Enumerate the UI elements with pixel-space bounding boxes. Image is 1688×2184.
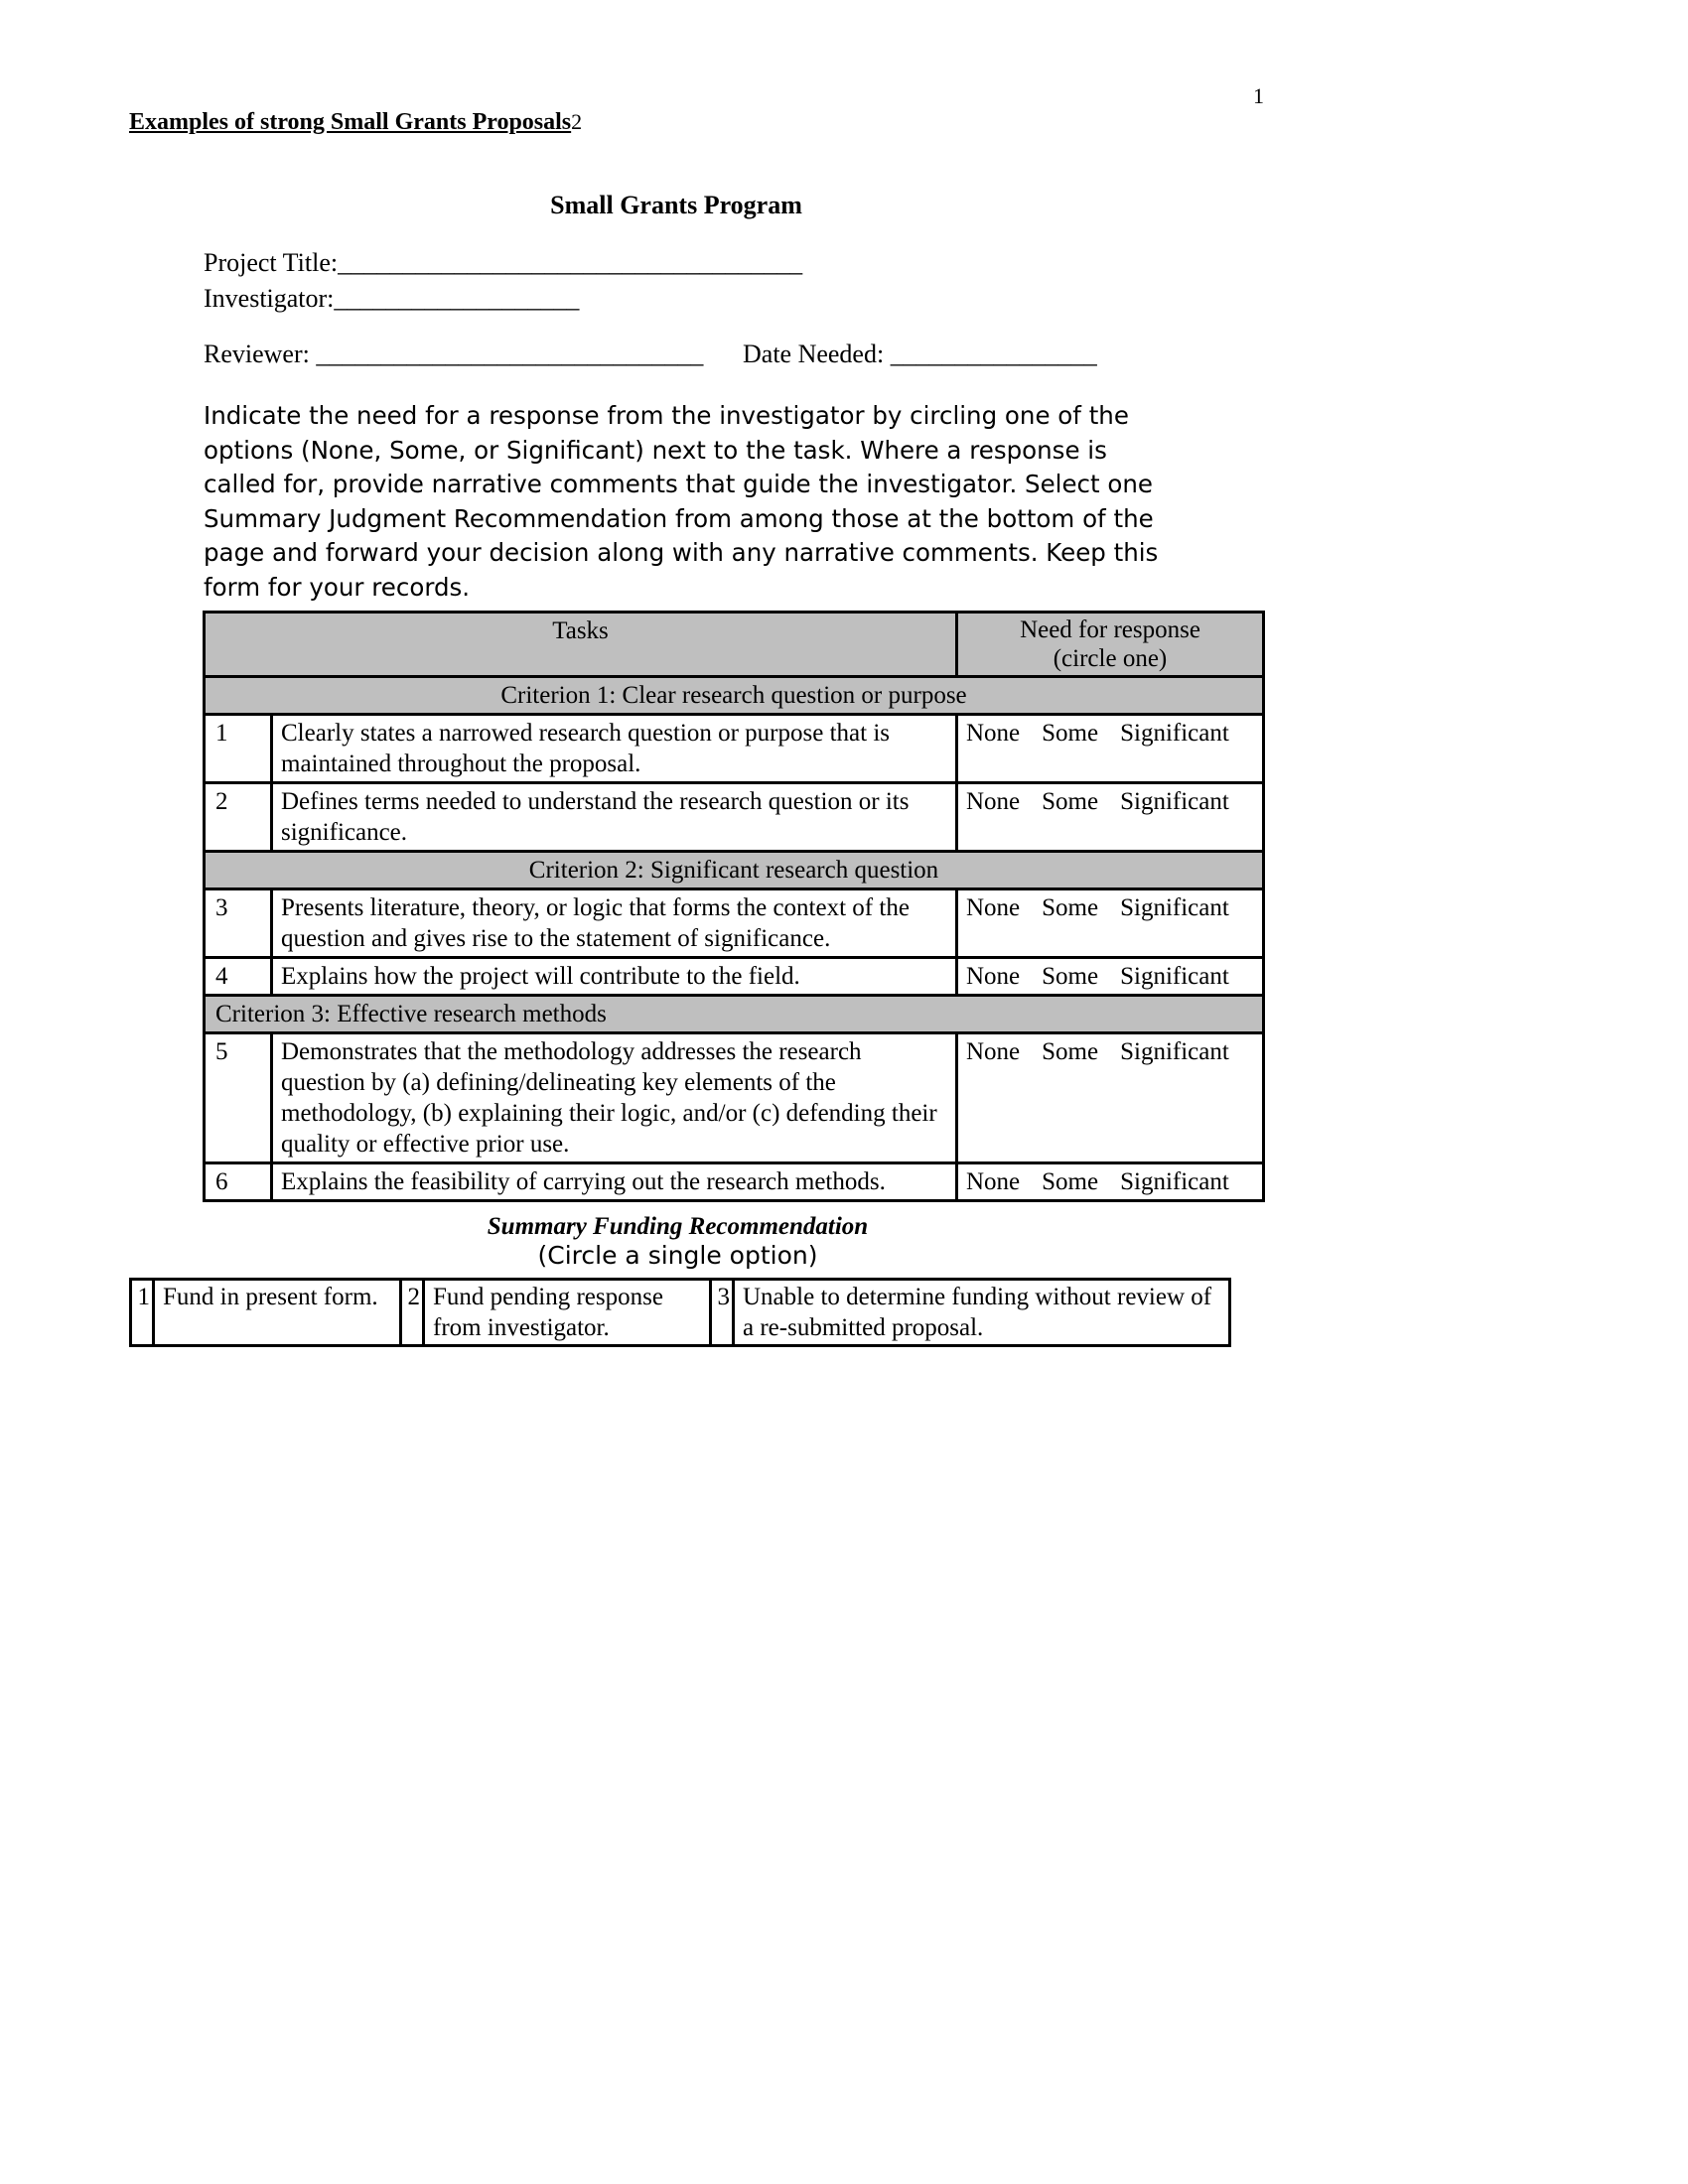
project-title-field[interactable]: Project Title:____________________________________	[204, 248, 803, 277]
option-some[interactable]: Some	[1042, 963, 1099, 990]
investigator-field[interactable]: Investigator:___________________	[204, 284, 580, 313]
tasks-header: Tasks	[205, 613, 957, 677]
criterion-1-label: Criterion 1: Clear research question or purpose	[205, 677, 1264, 715]
task-number: 1	[205, 715, 272, 783]
summary-title: Summary Funding Recommendation	[487, 1213, 869, 1240]
task-text: Demonstrates that the methodology addresses the research question by (a) defining/delineating key elements of the methodology, (b) explaining their logic, and/or (c) defending their quality or effective prior use.	[272, 1033, 957, 1163]
option-none[interactable]: None	[966, 720, 1021, 747]
table-header-row	[205, 613, 1264, 677]
task-number: 2	[205, 783, 272, 852]
option-significant[interactable]: Significant	[1120, 720, 1229, 747]
tasks-table	[203, 611, 1265, 1202]
table-row	[205, 715, 1264, 783]
funding-row	[131, 1280, 1230, 1346]
summary-subtitle: (Circle a single option)	[537, 1241, 818, 1270]
funding-option-3[interactable]: Unable to determine funding without review of a re-submitted proposal.	[734, 1280, 1230, 1346]
table-row	[205, 783, 1264, 852]
criterion-2-label: Criterion 2: Significant research question	[205, 852, 1264, 889]
option-none[interactable]: None	[966, 788, 1021, 815]
criterion-3-label: Criterion 3: Effective research methods	[205, 996, 1264, 1033]
option-significant[interactable]: Significant	[1120, 894, 1229, 921]
criterion-row	[205, 852, 1264, 889]
task-number: 5	[205, 1033, 272, 1163]
option-some[interactable]: Some	[1042, 720, 1099, 747]
document-title	[129, 109, 582, 136]
task-text: Clearly states a narrowed research question or purpose that is maintained throughout the proposal.	[272, 715, 957, 783]
funding-option-1[interactable]: Fund in present form.	[154, 1280, 401, 1346]
document-title-suffix: 2	[571, 109, 583, 134]
response-options	[957, 715, 1264, 783]
task-number: 6	[205, 1163, 272, 1201]
task-text: Explains the feasibility of carrying out the research methods.	[272, 1163, 957, 1201]
funding-options-table	[129, 1278, 1231, 1347]
criterion-row	[205, 677, 1264, 715]
task-text: Defines terms needed to understand the research question or its significance.	[272, 783, 957, 852]
option-significant[interactable]: Significant	[1120, 1168, 1229, 1195]
task-text: Explains how the project will contribute to the field.	[272, 958, 957, 996]
response-options	[957, 1163, 1264, 1201]
instructions: Indicate the need for a response from the investigator by circling one of the options (None, Some, or Significant) next to the task. Where a response is called for, provide narrative comments that guide the investigator. Select one Summary Judgment Recommendation from among those at the bottom of the page and forward your decision along with any narrative comments. Keep this form for your records.	[204, 401, 1159, 602]
table-row	[205, 1033, 1264, 1163]
response-options	[957, 783, 1264, 852]
option-significant[interactable]: Significant	[1120, 963, 1229, 990]
criterion-row	[205, 996, 1264, 1033]
document-title-text: Examples of strong Small Grants Proposals	[129, 109, 572, 135]
funding-option-number: 2	[401, 1280, 424, 1346]
funding-option-number: 1	[131, 1280, 154, 1346]
option-significant[interactable]: Significant	[1120, 1038, 1229, 1065]
option-none[interactable]: None	[966, 894, 1021, 921]
page-number: 1	[1253, 83, 1264, 108]
response-options	[957, 889, 1264, 958]
task-number: 3	[205, 889, 272, 958]
option-none[interactable]: None	[966, 963, 1021, 990]
funding-option-2[interactable]: Fund pending response from investigator.	[424, 1280, 711, 1346]
funding-option-number: 3	[711, 1280, 734, 1346]
option-none[interactable]: None	[966, 1168, 1021, 1195]
response-header-line2: (circle one)	[1053, 645, 1168, 672]
response-header	[957, 613, 1264, 677]
table-row	[205, 1163, 1264, 1201]
form-title: Small Grants Program	[550, 191, 802, 219]
response-header-line1: Need for response	[1020, 616, 1200, 643]
option-some[interactable]: Some	[1042, 1038, 1099, 1065]
option-significant[interactable]: Significant	[1120, 788, 1229, 815]
reviewer-field[interactable]: Reviewer: ______________________________	[204, 340, 704, 368]
option-some[interactable]: Some	[1042, 1168, 1099, 1195]
table-row	[205, 958, 1264, 996]
response-options	[957, 1033, 1264, 1163]
task-number: 4	[205, 958, 272, 996]
table-row	[205, 889, 1264, 958]
option-some[interactable]: Some	[1042, 894, 1099, 921]
response-options	[957, 958, 1264, 996]
task-text: Presents literature, theory, or logic that forms the context of the question and gives rise to the statement of significance.	[272, 889, 957, 958]
option-some[interactable]: Some	[1042, 788, 1099, 815]
option-none[interactable]: None	[966, 1038, 1021, 1065]
date-needed-field[interactable]: Date Needed: ________________	[743, 340, 1097, 368]
